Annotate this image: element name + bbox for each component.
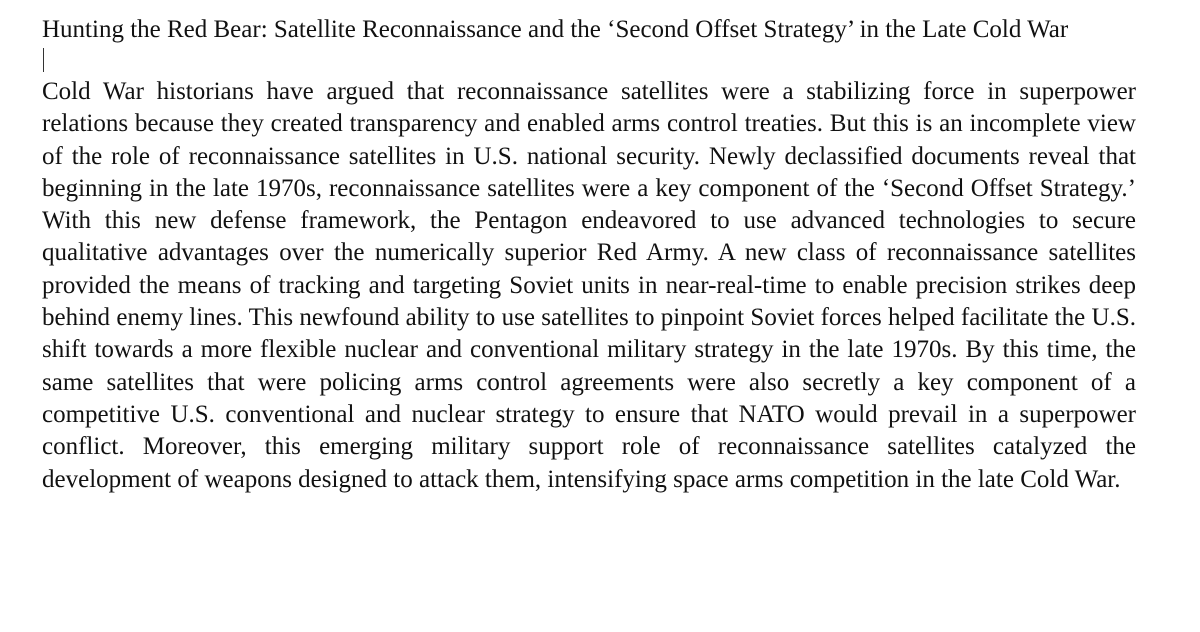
text-cursor — [43, 48, 44, 72]
empty-line-with-cursor[interactable] — [42, 46, 1136, 76]
abstract-paragraph: Cold War historians have argued that reconnaissance satellites were a stabilizing force in superpower relations because they created transparency and enabled arms control treaties. But this is an incomplete view of the role of reconnaissance satellites in U.S. national security. Newly declassified documents reveal that beginning in the late 1970s, reconnaissance satellites were a key component of the ‘Second Offset Strategy.’ With this new defense framework, the Pentagon endeavored to use advanced technologies to secure qualitative advantages over the numerically superior Red Army. A new class of reconnaissance satellites provided the means of tracking and targeting Soviet units in near-real-time to enable precision strikes deep behind enemy lines. This newfound ability to use satellites to pinpoint Soviet forces helped facilitate the U.S. shift towards a more flexible nuclear and conventional military strategy in the late 1970s. By this time, the same satellites that were policing arms control agreements were also secretly a key component of a competitive U.S. conventional and nuclear strategy to ensure that NATO would prevail in a superpower conflict. Moreover, this emerging military support role of reconnaissance satellites catalyzed the development of weapons designed to attack them, intensifying space arms competition in the late Cold War. — [42, 78, 1136, 493]
document-body[interactable] — [42, 14, 1136, 496]
document-title: Hunting the Red Bear: Satellite Reconnaissance and the ‘Second Offset Strategy’ in the Late Cold War — [42, 16, 1069, 43]
